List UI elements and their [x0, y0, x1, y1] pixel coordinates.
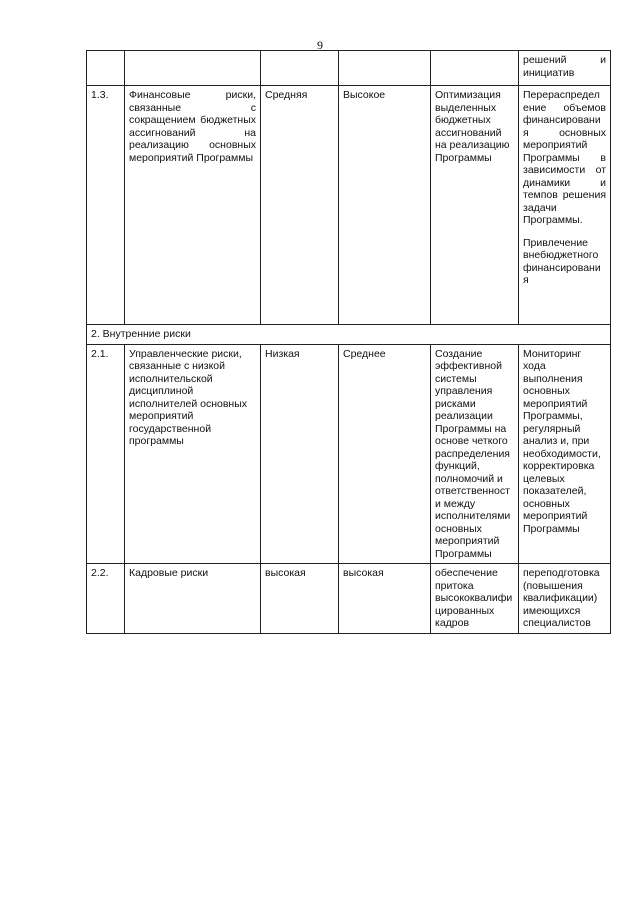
cell-impact: Высокое: [339, 86, 431, 325]
cell-risk: Управленческие риски, связанные с низкой исполнительской дисциплиной исполнителей основных мероприятий государственной программы: [125, 344, 261, 564]
cell-empty: [431, 51, 519, 86]
cell-measures: Оптимизация выделенных бюджетных ассигнований на реализацию Программы: [431, 86, 519, 325]
response-paragraph-2: Привлечение внебюджетного финансировани я: [523, 236, 601, 286]
cell-number: 2.2.: [87, 564, 125, 634]
cell-response: Мониторинг хода выполнения основных мероприятий Программы, регулярный анализ и, при необходимости, корректировка целевых показателей, основных мероприятий Программы: [519, 344, 611, 564]
cell-risk: Кадровые риски: [125, 564, 261, 634]
cell-probability: Средняя: [261, 86, 339, 325]
table-row-1-3: [87, 86, 611, 325]
response-paragraph-1: Перераспредел ение объемов финансировани я основных мероприятий Программы в зависимости от динамики и темпов решения задачи Программы.: [523, 89, 606, 226]
cell-response: переподготовка (повышения квалификации) имеющихся специалистов: [519, 564, 611, 634]
cell-response: [519, 86, 611, 325]
cell-response-continued: решений и инициатив: [519, 51, 611, 86]
risks-table: [86, 50, 611, 634]
section-heading: 2. Внутренние риски: [87, 325, 611, 345]
table-section-row: [87, 325, 611, 345]
cell-empty: [125, 51, 261, 86]
cell-impact: Среднее: [339, 344, 431, 564]
table-row-2-1: [87, 344, 611, 564]
cell-empty: [339, 51, 431, 86]
cell-empty: [261, 51, 339, 86]
cell-measures: Создание эффективной системы управления рисками реализации Программы на основе четкого распределения функций, полномочий и ответственности между исполнителями основных мероприятий Программы: [431, 344, 519, 564]
page-number: 9: [317, 38, 323, 52]
cell-number: 2.1.: [87, 344, 125, 564]
cell-probability: высокая: [261, 564, 339, 634]
table-row-continued: [87, 51, 611, 86]
cell-number: 1.3.: [87, 86, 125, 325]
cell-impact: высокая: [339, 564, 431, 634]
cell-empty: [87, 51, 125, 86]
cell-probability: Низкая: [261, 344, 339, 564]
table-row-2-2: [87, 564, 611, 634]
cell-risk: Финансовые риски, связанные с сокращением бюджетных ассигнований на реализацию основных мероприятий Программы: [125, 86, 261, 325]
cell-measures: обеспечение притока высококвалифи цированных кадров: [431, 564, 519, 634]
